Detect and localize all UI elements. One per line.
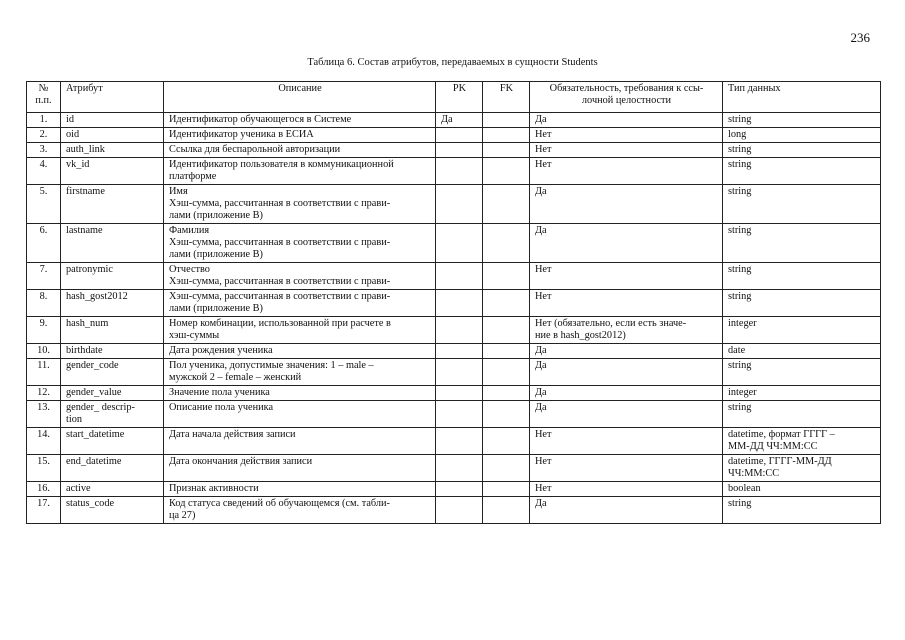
table-row (27, 290, 881, 317)
cell-required: Да (530, 359, 723, 386)
cell-attribute: end_datetime (61, 455, 164, 482)
cell-fk (483, 263, 530, 290)
cell-fk (483, 401, 530, 428)
cell-num: 14. (27, 428, 61, 455)
cell-required: Нет (530, 482, 723, 497)
cell-required: Да (530, 113, 723, 128)
table-row (27, 263, 881, 290)
table-row (27, 185, 881, 224)
table-row (27, 143, 881, 158)
cell-fk (483, 386, 530, 401)
cell-num: 4. (27, 158, 61, 185)
table-row (27, 128, 881, 143)
cell-attribute: status_code (61, 497, 164, 524)
cell-pk (436, 359, 483, 386)
cell-num: 12. (27, 386, 61, 401)
cell-pk (436, 290, 483, 317)
header-description: Описание (164, 82, 436, 113)
header-attribute: Атрибут (61, 82, 164, 113)
cell-attribute: hash_gost2012 (61, 290, 164, 317)
cell-type: string (723, 158, 881, 185)
cell-pk (436, 344, 483, 359)
cell-fk (483, 143, 530, 158)
cell-attribute: start_datetime (61, 428, 164, 455)
table-row (27, 158, 881, 185)
cell-fk (483, 158, 530, 185)
cell-description: Дата начала действия записи (164, 428, 436, 455)
cell-pk (436, 158, 483, 185)
cell-attribute: lastname (61, 224, 164, 263)
cell-attribute: firstname (61, 185, 164, 224)
table-row (27, 401, 881, 428)
attributes-table (26, 81, 881, 524)
table-header-row (27, 82, 881, 113)
cell-description: Номер комбинации, использованной при расчете в хэш-суммы (164, 317, 436, 344)
table-caption: Таблица 6. Состав атрибутов, передаваемых в сущности Students (307, 57, 598, 68)
cell-fk (483, 317, 530, 344)
cell-num: 17. (27, 497, 61, 524)
cell-required: Да (530, 185, 723, 224)
cell-attribute: patronymic (61, 263, 164, 290)
cell-fk (483, 482, 530, 497)
cell-attribute: hash_num (61, 317, 164, 344)
cell-attribute: gender_ descrip- tion (61, 401, 164, 428)
cell-type: integer (723, 386, 881, 401)
cell-num: 13. (27, 401, 61, 428)
header-type: Тип данных (723, 82, 881, 113)
cell-required: Да (530, 401, 723, 428)
cell-description: Дата окончания действия записи (164, 455, 436, 482)
cell-attribute: gender_value (61, 386, 164, 401)
cell-required: Да (530, 344, 723, 359)
cell-required: Да (530, 224, 723, 263)
cell-required: Нет (530, 158, 723, 185)
cell-description: Хэш-сумма, рассчитанная в соответствии с прави- лами (приложение В) (164, 290, 436, 317)
cell-pk (436, 401, 483, 428)
cell-num: 6. (27, 224, 61, 263)
cell-description: Идентификатор ученика в ЕСИА (164, 128, 436, 143)
cell-pk: Да (436, 113, 483, 128)
cell-description: Отчество Хэш-сумма, рассчитанная в соответствии с прави- (164, 263, 436, 290)
cell-description: Код статуса сведений об обучающемся (см. табли- ца 27) (164, 497, 436, 524)
cell-type: integer (723, 317, 881, 344)
cell-attribute: active (61, 482, 164, 497)
cell-required: Да (530, 497, 723, 524)
cell-fk (483, 128, 530, 143)
cell-num: 8. (27, 290, 61, 317)
cell-fk (483, 428, 530, 455)
cell-attribute: auth_link (61, 143, 164, 158)
header-num: № п.п. (27, 82, 61, 113)
cell-required: Нет (530, 128, 723, 143)
cell-pk (436, 317, 483, 344)
cell-attribute: vk_id (61, 158, 164, 185)
cell-description: Имя Хэш-сумма, рассчитанная в соответствии с прави- лами (приложение В) (164, 185, 436, 224)
cell-description: Ссылка для беспарольной авторизации (164, 143, 436, 158)
cell-description: Фамилия Хэш-сумма, рассчитанная в соответствии с прави- лами (приложение В) (164, 224, 436, 263)
cell-pk (436, 497, 483, 524)
cell-num: 3. (27, 143, 61, 158)
cell-num: 1. (27, 113, 61, 128)
cell-required: Нет (530, 143, 723, 158)
cell-description: Значение пола ученика (164, 386, 436, 401)
cell-pk (436, 386, 483, 401)
cell-attribute: gender_code (61, 359, 164, 386)
cell-fk (483, 290, 530, 317)
cell-num: 16. (27, 482, 61, 497)
cell-required: Нет (530, 428, 723, 455)
cell-type: string (723, 224, 881, 263)
cell-type: date (723, 344, 881, 359)
cell-fk (483, 224, 530, 263)
table-row (27, 482, 881, 497)
cell-num: 9. (27, 317, 61, 344)
cell-type: string (723, 497, 881, 524)
table-row (27, 113, 881, 128)
header-pk: PK (436, 82, 483, 113)
cell-fk (483, 359, 530, 386)
cell-type: boolean (723, 482, 881, 497)
cell-pk (436, 143, 483, 158)
cell-type: string (723, 359, 881, 386)
cell-fk (483, 113, 530, 128)
table-row (27, 455, 881, 482)
cell-pk (436, 263, 483, 290)
cell-pk (436, 455, 483, 482)
cell-fk (483, 344, 530, 359)
cell-num: 7. (27, 263, 61, 290)
cell-type: string (723, 290, 881, 317)
cell-type: string (723, 143, 881, 158)
cell-num: 15. (27, 455, 61, 482)
cell-description: Признак активности (164, 482, 436, 497)
cell-attribute: oid (61, 128, 164, 143)
cell-required: Нет (530, 290, 723, 317)
cell-num: 2. (27, 128, 61, 143)
cell-description: Пол ученика, допустимые значения: 1 – male – мужской 2 – female – женский (164, 359, 436, 386)
table-body (27, 113, 881, 524)
cell-pk (436, 128, 483, 143)
cell-type: datetime, ГГГГ-ММ-ДД ЧЧ:ММ:СС (723, 455, 881, 482)
cell-description: Дата рождения ученика (164, 344, 436, 359)
cell-required: Нет (обязательно, если есть значе- ние в hash_gost2012) (530, 317, 723, 344)
cell-pk (436, 185, 483, 224)
cell-num: 11. (27, 359, 61, 386)
table-row (27, 428, 881, 455)
header-fk: FK (483, 82, 530, 113)
cell-num: 10. (27, 344, 61, 359)
cell-type: string (723, 113, 881, 128)
table-row (27, 317, 881, 344)
cell-pk (436, 224, 483, 263)
cell-pk (436, 482, 483, 497)
cell-required: Нет (530, 455, 723, 482)
cell-required: Да (530, 386, 723, 401)
cell-description: Идентификатор обучающегося в Системе (164, 113, 436, 128)
cell-num: 5. (27, 185, 61, 224)
cell-fk (483, 455, 530, 482)
table-row (27, 497, 881, 524)
cell-type: string (723, 401, 881, 428)
cell-type: long (723, 128, 881, 143)
table-row (27, 386, 881, 401)
table-row (27, 224, 881, 263)
cell-fk (483, 185, 530, 224)
cell-description: Описание пола ученика (164, 401, 436, 428)
cell-type: string (723, 185, 881, 224)
cell-attribute: birthdate (61, 344, 164, 359)
cell-pk (436, 428, 483, 455)
cell-description: Идентификатор пользователя в коммуникационной платформе (164, 158, 436, 185)
cell-attribute: id (61, 113, 164, 128)
cell-type: string (723, 263, 881, 290)
table-row (27, 344, 881, 359)
table-row (27, 359, 881, 386)
cell-fk (483, 497, 530, 524)
page-number: 236 (850, 30, 870, 45)
header-required: Обязательность, требования к ссы- лочной целостности (530, 82, 723, 113)
cell-required: Нет (530, 263, 723, 290)
cell-type: datetime, формат ГГГГ – ММ-ДД ЧЧ:ММ:СС (723, 428, 881, 455)
